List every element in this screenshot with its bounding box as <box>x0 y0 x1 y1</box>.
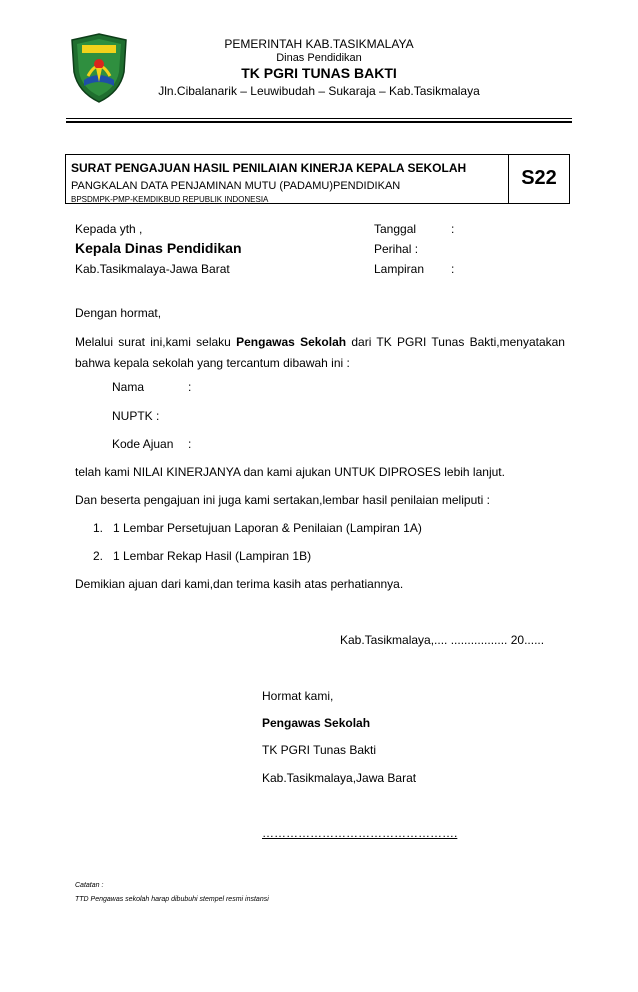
header-rule-thick <box>66 121 572 123</box>
greeting: Dengan hormat, <box>75 306 162 320</box>
recipient-to: Kepada yth , <box>75 222 143 236</box>
field-nama-label: Nama <box>112 380 145 394</box>
attachment-colon: : <box>451 262 455 276</box>
header-address: Jln.Cibalanarik – Leuwibudah – Sukaraja – Kab.Tasikmalaya <box>158 84 480 98</box>
intro-part-b: dari TK PGRI Tunas Bakti,menyatakan bahwa kepala sekolah yang tercantum dibawah ini : <box>75 335 565 370</box>
note-label: Catatan : <box>75 882 104 889</box>
list-number-1: 1. <box>93 521 104 535</box>
header-rule-thin <box>66 118 572 119</box>
intro-role: Pengawas Sekolah <box>236 335 347 349</box>
recipient-location: Kab.Tasikmalaya-Jawa Barat <box>75 262 230 276</box>
field-kode-colon: : <box>188 437 192 451</box>
date-label: Tanggal <box>374 222 417 236</box>
letter-title: SURAT PENGAJUAN HASIL PENILAIAN KINERJA KEPALA SEKOLAH <box>71 161 467 175</box>
title-box <box>65 154 570 204</box>
paragraph-assessment: telah kami NILAI KINERJANYA dan kami ajukan UNTUK DIPROSES lebih lanjut. <box>75 465 505 479</box>
list-item-2: 1 Lembar Rekap Hasil (Lampiran 1B) <box>113 549 312 563</box>
closing-paragraph: Demikian ajuan dari kami,dan terima kasih atas perhatiannya. <box>75 577 404 591</box>
place-date: Kab.Tasikmalaya,.... ................. 20...... <box>340 633 545 647</box>
sign-role: Pengawas Sekolah <box>262 716 371 730</box>
header-school: TK PGRI TUNAS BAKTI <box>241 65 397 81</box>
signature-line: …………………………………………. <box>262 826 458 840</box>
list-number-2: 2. <box>93 549 104 563</box>
sign-organization: TK PGRI Tunas Bakti <box>262 743 377 757</box>
recipient-name: Kepala Dinas Pendidikan <box>75 240 242 256</box>
letter-subtitle: PANGKALAN DATA PENJAMINAN MUTU (PADAMU)PENDIDIKAN <box>71 180 401 192</box>
field-nama-colon: : <box>188 380 192 394</box>
letter-agency: BPSDMPK-PMP-KEMDIKBUD REPUBLIK INDONESIA <box>71 195 269 204</box>
header-government: PEMERINTAH KAB.TASIKMALAYA <box>224 37 414 51</box>
date-colon: : <box>451 222 455 236</box>
paragraph-intro <box>75 332 565 374</box>
field-kode-label: Kode Ajuan <box>112 437 174 451</box>
paragraph-attachments: Dan beserta pengajuan ini juga kami sertakan,lembar hasil penilaian meliputi : <box>75 493 490 507</box>
header-department: Dinas Pendidikan <box>276 52 362 64</box>
intro-part-a: Melalui surat ini,kami selaku <box>75 335 237 349</box>
form-code: S22 <box>508 155 569 203</box>
list-item-1: 1 Lembar Persetujuan Laporan & Penilaian (Lampiran 1A) <box>113 521 422 535</box>
sign-regards: Hormat kami, <box>262 689 334 703</box>
attachment-label: Lampiran <box>374 262 425 276</box>
subject-label: Perihal : <box>374 242 419 256</box>
note-text: TTD Pengawas sekolah harap dibubuhi stempel resmi instansi <box>75 896 269 903</box>
field-nuptk-label: NUPTK : <box>112 409 160 423</box>
sign-location: Kab.Tasikmalaya,Jawa Barat <box>262 771 417 785</box>
